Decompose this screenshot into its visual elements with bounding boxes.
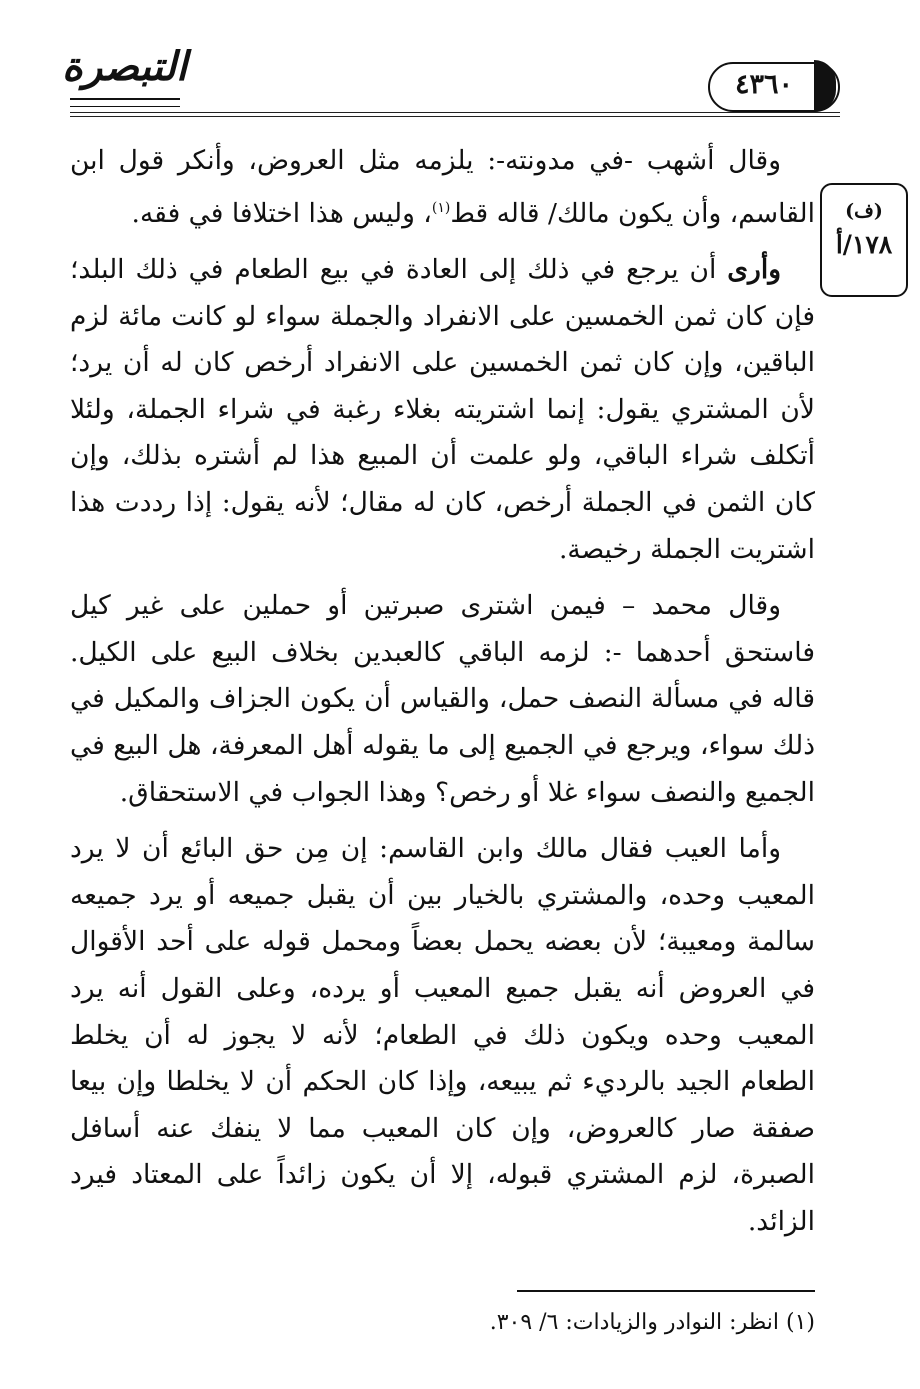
book-title: التبصرة [62,43,188,90]
manuscript-page-ref: ١٧٨/أ [835,230,893,259]
paragraph-1 [70,138,815,237]
footnote: (١) انظر: النوادر والزيادات: ٦/ ٣٠٩. [489,1310,815,1335]
page-header [0,0,920,120]
title-underline [70,98,180,107]
page-number: ٤٣٦٠ [734,69,793,100]
manuscript-reference-box [820,183,908,297]
main-text [70,138,815,1255]
paragraph-2-lead: وأرى [727,254,781,286]
footnote-reference: (١) [431,199,451,216]
paragraph-2 [70,247,815,573]
paragraph-4: وأما العيب فقال مالك وابن القاسم: إن مِن حق البائع أن لا يرد المعيب وحده، والمشتري بالخيار بين أن يقبل جميعه أو يرد جميعه سالمة ومعيبة؛ لأن بعضه يحمل بعضاً ومحمل قوله على أحد الأقوال في العروض أنه يقبل جميع المعيب أو يرده، وعلى القول أنه يرد المعيب وحده ويكون ذلك في الطعام؛ لأنه لا يجوز له أن يخلط الطعام الجيد بالرديء ثم يبيعه، وإذا كان الحكم أن لا يخلطا وإن بيعا صفقة صار كالعروض، وإن كان المعيب مما لا ينفك عنه أسافل الصبرة، لزم المشتري قبوله، إلا أن يكون زائداً على المعتاد فيرد الزائد. [70,833,815,1237]
paragraph-1-text-b: ، وليس هذا اختلافا في فقه. [131,197,432,229]
paragraph-2-text: أن يرجع في ذلك إلى العادة في بيع الطعام في ذلك البلد؛ فإن كان ثمن الخمسين على الانفراد والجملة سواء لو كانت مائة لزم الباقين، وإن كان ثمن الخمسين على الانفراد أرخص كان له أن يرد؛ لأن المشتري يقول: إنما اشتريته بغلاء رغبة في شراء الجملة، ولئلا أتكلف شراء الباقي، ولو علمت أن المبيع هذا لم أشتره بذلك، وإن كان الثمن في الجملة أرخص، كان له مقال؛ لأنه يقول: إذا رددت هذا اشتريت الجملة رخيصة. [70,254,815,565]
paragraph-1-text-a: وقال أشهب -في مدونته-: يلزمه مثل العروض، وأنكر قول ابن القاسم، وأن يكون مالك/ قاله قط [70,145,815,229]
paragraph-3: وقال محمد – فيمن اشترى صبرتين أو حملين على غير كيل فاستحق أحدهما -: لزمه الباقي كالعبدين بخلاف البيع على الكيل. قاله في مسألة النصف حمل، والقياس أن يكون الجزاف والمكيل في ذلك سواء، ويرجع في الجميع إلى ما يقوله أهل المعرفة، هل البيع في الجميع والنصف سواء غلا أو رخص؟ وهذا الجواب في الاستحقاق. [70,590,815,808]
header-rule-secondary [70,116,840,117]
header-rule [70,112,840,113]
manuscript-label: (ف) [845,200,883,222]
footnote-separator [517,1290,815,1292]
